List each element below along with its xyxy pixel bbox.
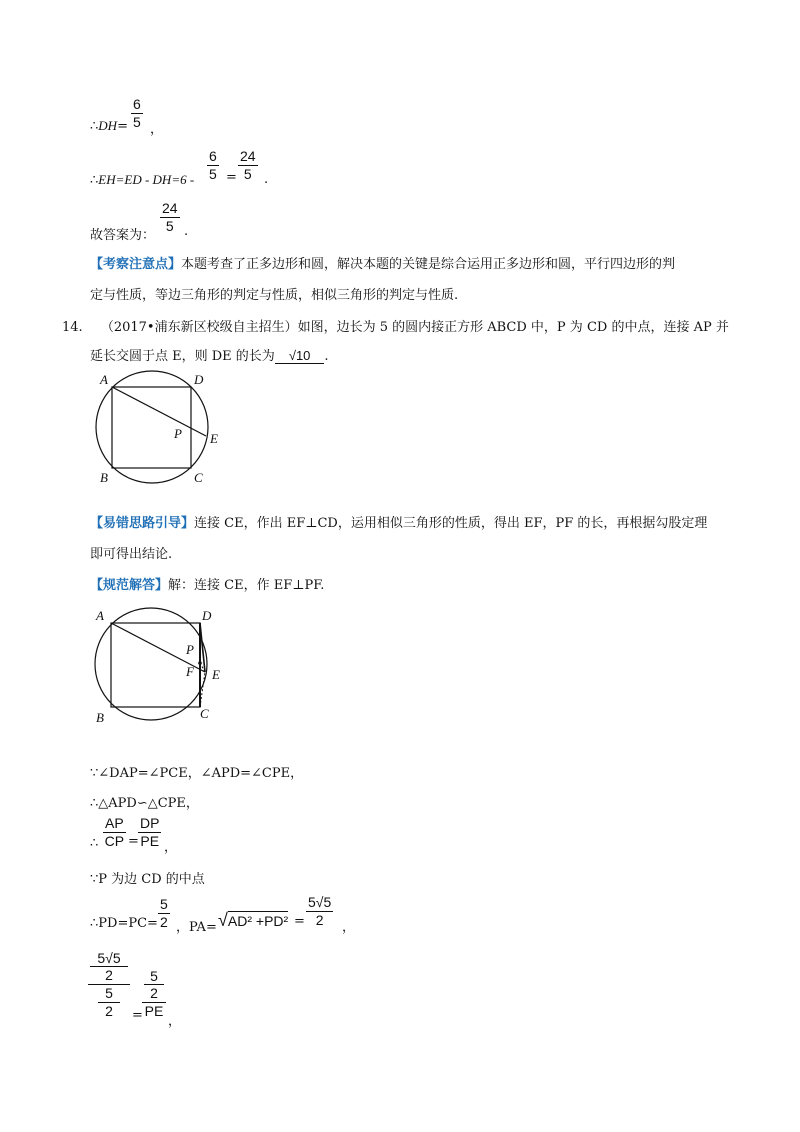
answer-fraction: $\frac{24}{5}$ [162,200,178,234]
label-d: D [194,372,204,387]
step-6-complex-fraction: 5√5 2 5 2 [88,950,130,1020]
step-3-fraction-dp-pe: $\frac{DP}{PE}$ [140,815,160,849]
question-14-line-2: 延长交圆于点 E，则 DE 的长为 √10 . [90,348,329,364]
step-1: ∵∠DAP=∠PCE，∠APD=∠CPE， [90,766,304,781]
label-c: C [194,470,203,485]
point-p [198,661,202,665]
therefore-symbol: ∴ [90,119,99,134]
dh-variable: DH [98,118,118,133]
label-e: E [212,667,220,682]
hint-line-1: 【易错思路引导】连接 CE，作出 EF⊥CD，运用相似三角形的性质，得出 EF，PF 的长，再根据勾股定理 [90,516,708,531]
dh-end: ， [150,122,164,137]
step-5-result-fraction: $\frac{5√5}{2}$ [308,894,332,928]
step-3-end: ， [164,840,178,855]
line-ae [112,387,206,436]
step-3-fraction-ap-cp: $\frac{AP}{CP}$ [104,815,125,849]
eh-equals: = [226,170,237,185]
step-6-end: ， [168,1014,182,1029]
question-number: 14. [62,320,83,335]
hint-line-2: 即可得出结论. [90,547,173,562]
step-3-equals: = [128,834,139,849]
equals-sign: = [117,119,128,134]
dh-line [90,118,128,134]
label-p: P [174,426,182,441]
step-4: ∵P 为边 CD 的中点 [90,872,205,887]
solution-tag: 【规范解答】 [90,578,169,593]
label-e: E [210,431,218,446]
answer-blank: √10 [275,348,325,364]
step-6-equals: = [132,1008,143,1023]
label-b: B [96,710,104,725]
question-14-line-1: 14. （2017•浦东新区校级自主招生）如图，边长为 5 的圆内接正方形 ABCD 中，P 为 CD 的中点，连接 AP 并 [62,320,729,335]
label-p: P [186,642,194,657]
solution-line: 【规范解答】解：连接 CE，作 EF⊥PF. [90,578,325,593]
label-c: C [200,706,209,721]
label-a: A [96,608,104,623]
step-5-equals: = [294,914,305,929]
note-line-2: 定与性质，等边三角形的判定与性质，相似三角形的判定与性质. [90,288,459,303]
dh-fraction: $\frac{6}{5}$ [133,96,141,130]
step-5-fraction: $\frac{5}{2}$ [160,896,168,930]
step-5-end: ， [342,920,356,935]
eh-fraction-1: $\frac{6}{5}$ [209,148,217,182]
answer-label: 故答案为： [90,228,156,243]
step-3-prefix: ∴ [90,836,99,851]
step-5-prefix: ∴PD=PC= [90,916,158,931]
note-line-1: 【考察注意点】本题考查了正多边形和圆，解决本题的关键是综合运用正多边形和圆，平行四边形的判 [90,257,676,272]
step-2: ∴△APD∽△CPE， [90,796,199,811]
eh-end: . [264,172,269,187]
hint-tag: 【易错思路引导】 [90,516,195,531]
step-5-sqrt: √AD² +PD² [218,910,289,930]
eh-line: ∴EH=ED - DH=6 - [90,172,195,188]
label-d: D [202,608,212,623]
figure-2-circle-square [88,602,238,726]
figure-1-circle-square [90,366,230,488]
note-tag: 【考察注意点】 [90,257,182,272]
label-b: B [100,470,108,485]
label-a: A [100,372,108,387]
answer-end: . [184,224,189,239]
step-5-mid: ，PA= [176,920,217,935]
eh-fraction-2: $\frac{24}{5}$ [240,148,256,182]
step-6-fraction: 5 2 PE [142,968,166,1020]
label-f: F [186,664,194,679]
